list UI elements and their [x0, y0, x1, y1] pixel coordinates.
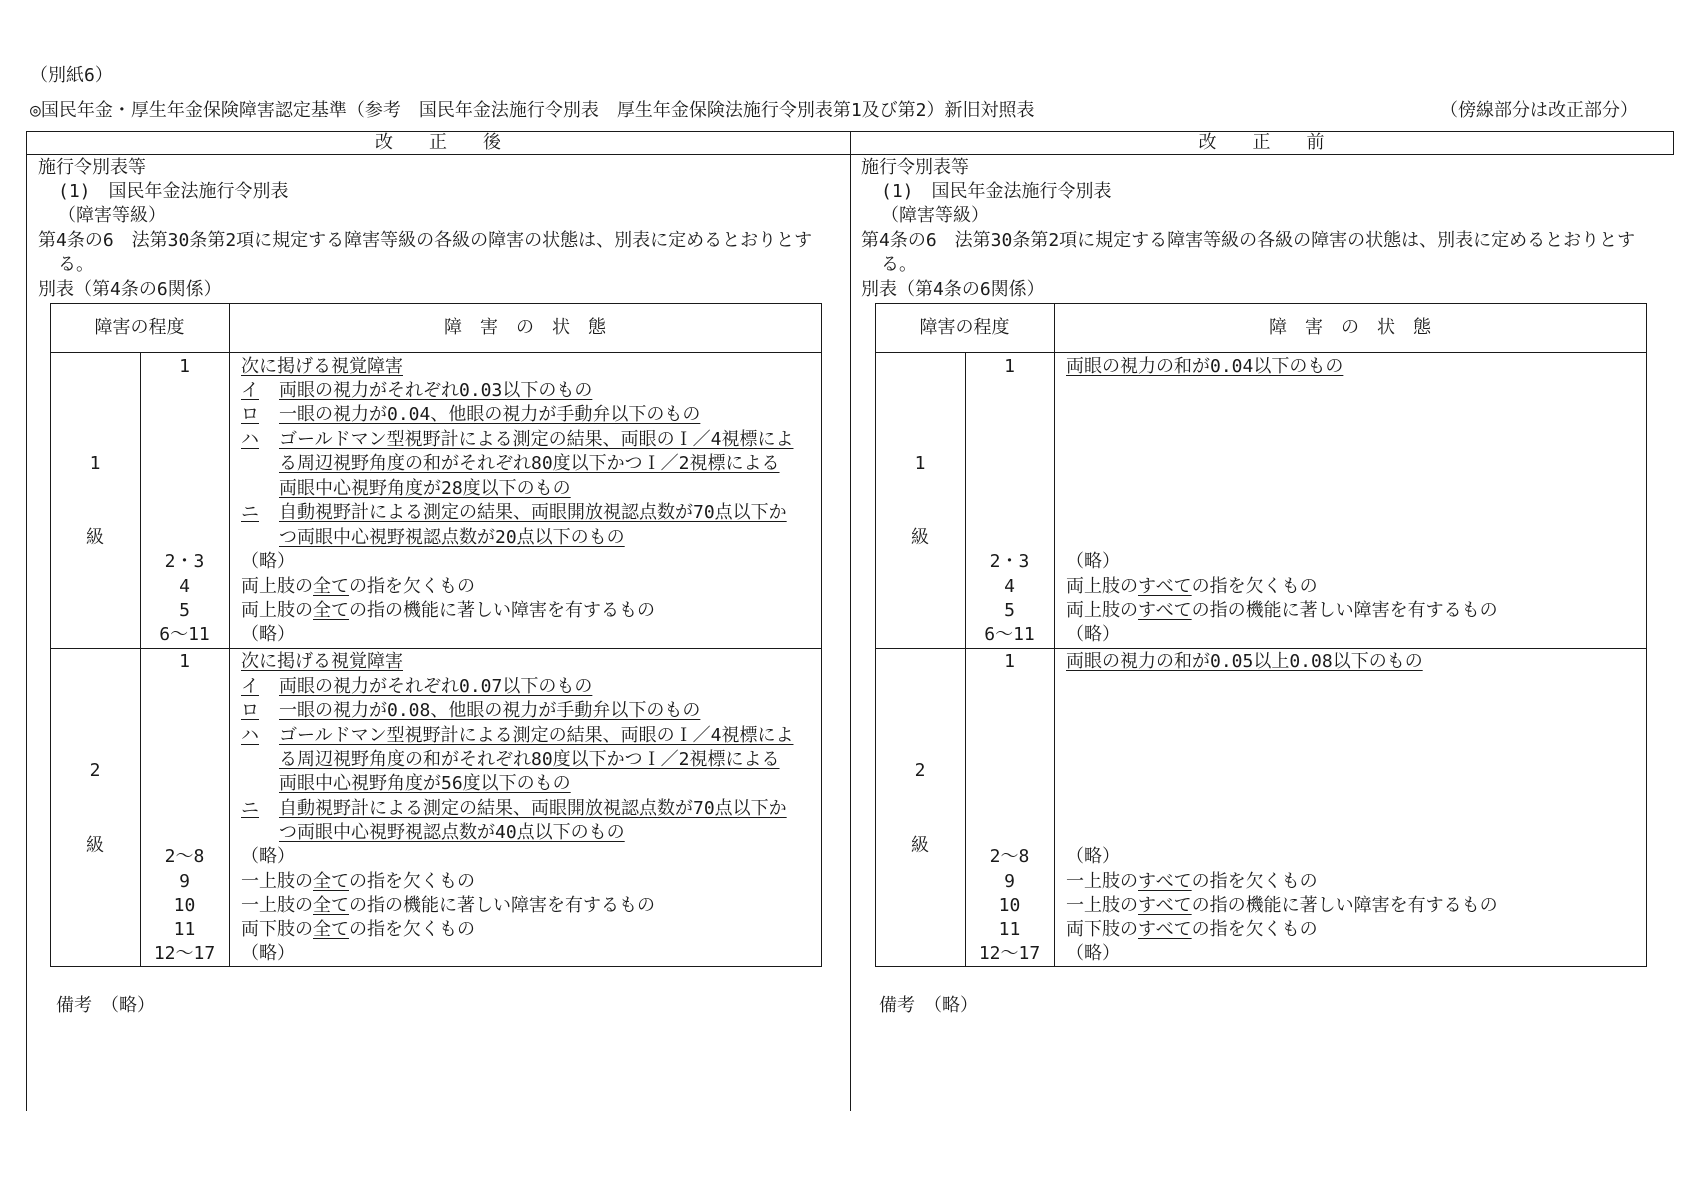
- grade-1-kyu: 級: [911, 527, 929, 548]
- frame-right: [1673, 131, 1674, 155]
- row-number: 9: [1004, 871, 1015, 892]
- document-title: ◎国民年金・厚生年金保険障害認定基準（参考 国民年金法施行令別表 厚生年金保険法施行令別表第1及び第2）新旧対照表: [30, 100, 1035, 121]
- item-kana: ハ: [241, 429, 259, 450]
- intro-line-6: 別表（第4条の6関係）: [861, 279, 1045, 300]
- intro-line-4: 第4条の6 法第30条第2項に規定する障害等級の各級の障害の状態は、別表に定めるとおりとす: [861, 230, 1636, 251]
- item-text: 一眼の視力が0.08、他眼の視力が手動弁以下のもの: [279, 700, 701, 721]
- grade-2-number: 2: [89, 760, 101, 781]
- table-head-bottom: [875, 352, 1646, 353]
- table-right: [821, 303, 822, 967]
- table-right: [1646, 303, 1647, 967]
- grade-2-kyu: 級: [911, 835, 929, 856]
- row-text: 一上肢の全ての指の機能に著しい障害を有するもの: [241, 895, 655, 916]
- intro-line-3: （障害等級）: [58, 205, 166, 226]
- row-text: （略）: [241, 624, 295, 645]
- grade-2-kyu: 級: [86, 835, 104, 856]
- row-text: 次に掲げる視覚障害: [241, 651, 403, 672]
- item-text: 自動視野計による測定の結果、両眼開放視認点数が70点以下か: [279, 798, 787, 819]
- row-number: 2～8: [164, 846, 205, 867]
- row-text: （略）: [241, 846, 295, 867]
- item-text: 両眼の視力がそれぞれ0.07以下のもの: [279, 676, 593, 697]
- item-kana: イ: [241, 380, 259, 401]
- item-text: つ両眼中心視野視認点数が20点以下のもの: [279, 527, 625, 548]
- column-header-before: 改 正 前: [1198, 132, 1325, 153]
- item-text: つ両眼中心視野視認点数が40点以下のもの: [279, 822, 625, 843]
- row-number: 12～17: [978, 943, 1041, 964]
- intro-line-2: (1) 国民年金法施行令別表: [881, 181, 1112, 202]
- remarks: 備考 （略）: [879, 995, 978, 1016]
- remarks: 備考 （略）: [56, 995, 155, 1016]
- row-number: 6～11: [159, 624, 210, 645]
- row-text: （略）: [1066, 551, 1120, 572]
- row-text: 一上肢のすべての指の機能に著しい障害を有するもの: [1066, 895, 1498, 916]
- item-text: 両眼の視力がそれぞれ0.03以下のもの: [279, 380, 593, 401]
- row-text: 一上肢のすべての指を欠くもの: [1066, 871, 1318, 892]
- grade-1-kyu: 級: [86, 527, 104, 548]
- row-number: 5: [179, 600, 190, 621]
- grade-1-number: 1: [89, 453, 101, 474]
- row-number: 10: [998, 895, 1021, 916]
- row-text: 両下肢のすべての指を欠くもの: [1066, 919, 1318, 940]
- table-left: [875, 303, 876, 967]
- table-bottom: [50, 966, 821, 967]
- item-kana: ロ: [241, 404, 259, 425]
- row-number: 5: [1004, 600, 1015, 621]
- table-top: [50, 303, 821, 304]
- intro-line-5: る。: [881, 254, 917, 275]
- table-head-bottom: [50, 352, 821, 353]
- table-top: [875, 303, 1646, 304]
- column-header-after: 改 正 後: [375, 132, 501, 153]
- item-text: ゴールドマン型視野計による測定の結果、両眼のＩ／4視標によ: [279, 429, 794, 450]
- th-degree: 障害の程度: [919, 317, 1010, 338]
- item-text: 両眼中心視野角度が28度以下のもの: [279, 478, 571, 499]
- row-number: 4: [179, 576, 190, 597]
- row-number: 11: [173, 919, 196, 940]
- row-text: 両上肢のすべての指を欠くもの: [1066, 576, 1318, 597]
- grade-divider: [50, 648, 821, 649]
- intro-line-3: （障害等級）: [881, 205, 989, 226]
- row-text: （略）: [241, 943, 295, 964]
- row-text: （略）: [1066, 943, 1120, 964]
- item-kana: ニ: [241, 502, 259, 523]
- row-number: 2・3: [164, 551, 205, 572]
- item-text: 一眼の視力が0.04、他眼の視力が手動弁以下のもの: [279, 404, 701, 425]
- intro-line-4: 第4条の6 法第30条第2項に規定する障害等級の各級の障害の状態は、別表に定めるとおりとす: [38, 230, 813, 251]
- row-text: 両上肢のすべての指の機能に著しい障害を有するもの: [1066, 600, 1498, 621]
- intro-line-5: る。: [58, 254, 94, 275]
- table-left: [50, 303, 51, 967]
- frame-divider: [850, 131, 851, 1111]
- grade-1-number: 1: [914, 453, 926, 474]
- row-text: 両上肢の全ての指を欠くもの: [241, 576, 475, 597]
- row-text: 一上肢の全ての指を欠くもの: [241, 871, 475, 892]
- row-number: 11: [998, 919, 1021, 940]
- attachment-label: （別紙6）: [30, 65, 113, 86]
- grade-2-number: 2: [914, 760, 926, 781]
- row-number: 2・3: [989, 551, 1030, 572]
- row-text: 両下肢の全ての指を欠くもの: [241, 919, 475, 940]
- row-text: 両眼の視力の和が0.05以上0.08以下のもの: [1066, 651, 1423, 672]
- table-state-col: [1054, 303, 1055, 967]
- intro-line-1: 施行令別表等: [861, 157, 969, 178]
- row-text: 両眼の視力の和が0.04以下のもの: [1066, 356, 1344, 377]
- item-kana: ハ: [241, 725, 259, 746]
- row-text: （略）: [1066, 624, 1120, 645]
- table-state-col: [229, 303, 230, 967]
- row-number: 10: [173, 895, 196, 916]
- item-kana: ロ: [241, 700, 259, 721]
- row-text: （略）: [1066, 846, 1120, 867]
- row-text: （略）: [241, 551, 295, 572]
- item-text: る周辺視野角度の和がそれぞれ80度以下かつＩ／2視標による: [279, 749, 780, 770]
- grade-divider: [875, 648, 1646, 649]
- item-text: る周辺視野角度の和がそれぞれ80度以下かつＩ／2視標による: [279, 453, 780, 474]
- item-text: 両眼中心視野角度が56度以下のもの: [279, 773, 571, 794]
- th-state: 障 害 の 状 態: [1269, 317, 1431, 338]
- th-state: 障 害 の 状 態: [444, 317, 606, 338]
- row-text: 両上肢の全ての指の機能に著しい障害を有するもの: [241, 600, 655, 621]
- row-number: 1: [1004, 651, 1015, 672]
- th-degree: 障害の程度: [94, 317, 185, 338]
- row-number: 6～11: [984, 624, 1035, 645]
- intro-line-2: (1) 国民年金法施行令別表: [58, 181, 289, 202]
- frame-left: [26, 131, 27, 1111]
- row-number: 2～8: [989, 846, 1030, 867]
- row-number: 1: [1004, 356, 1015, 377]
- underline-note: （傍線部分は改正部分）: [1440, 100, 1638, 121]
- row-number: 12～17: [153, 943, 216, 964]
- table-bottom: [875, 966, 1646, 967]
- intro-line-6: 別表（第4条の6関係）: [38, 279, 222, 300]
- row-text: 次に掲げる視覚障害: [241, 356, 403, 377]
- row-number: 1: [179, 651, 190, 672]
- item-kana: ニ: [241, 798, 259, 819]
- intro-line-1: 施行令別表等: [38, 157, 146, 178]
- item-text: ゴールドマン型視野計による測定の結果、両眼のＩ／4視標によ: [279, 725, 794, 746]
- item-kana: イ: [241, 676, 259, 697]
- item-text: 自動視野計による測定の結果、両眼開放視認点数が70点以下か: [279, 502, 787, 523]
- row-number: 1: [179, 356, 190, 377]
- row-number: 4: [1004, 576, 1015, 597]
- row-number: 9: [179, 871, 190, 892]
